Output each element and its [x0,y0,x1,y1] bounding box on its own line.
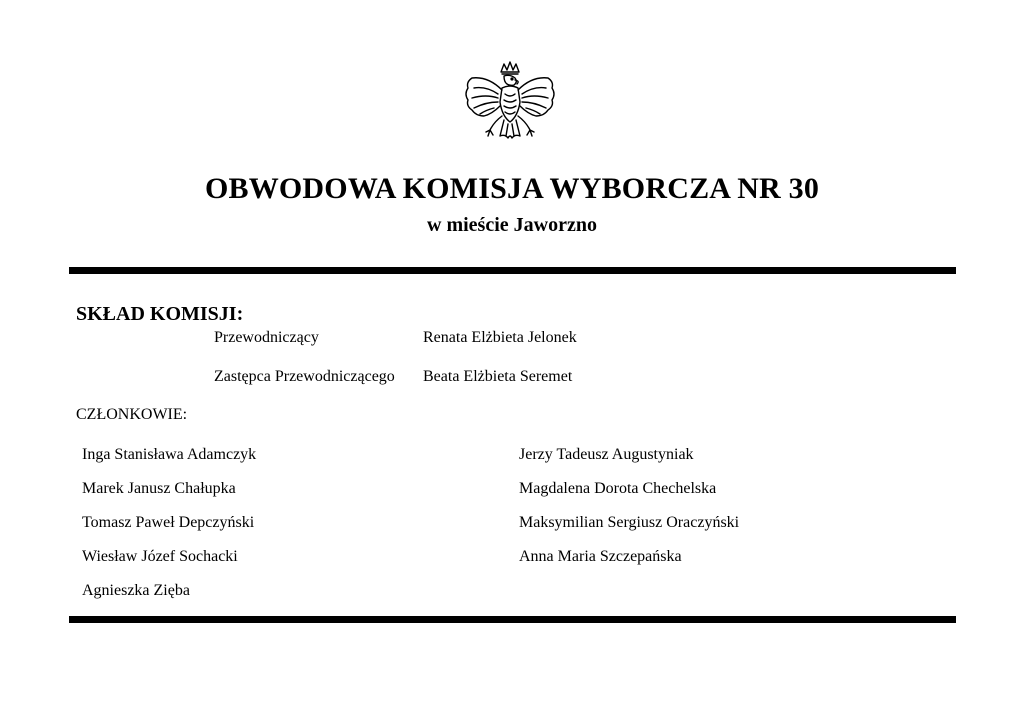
eagle-emblem-icon [458,58,562,162]
member-name: Marek Janusz Chałupka [82,480,236,497]
deputy-role-label: Zastępca Przewodniczącego [214,368,395,385]
member-name: Anna Maria Szczepańska [519,548,682,565]
members-heading: CZŁONKOWIE: [76,406,188,423]
member-name: Agnieszka Zięba [82,582,190,599]
top-divider [69,267,956,274]
composition-heading: SKŁAD KOMISJI: [76,303,244,325]
bottom-divider [69,616,956,623]
commission-title: OBWODOWA KOMISJA WYBORCZA NR 30 [204,172,820,205]
member-name: Jerzy Tadeusz Augustyniak [519,446,694,463]
member-name: Inga Stanisława Adamczyk [82,446,257,463]
commission-subtitle: w mieście Jaworzno [427,214,597,236]
member-name: Tomasz Paweł Depczyński [82,514,255,531]
deputy-name: Beata Elżbieta Seremet [423,368,573,385]
member-name: Maksymilian Sergiusz Oraczyński [519,514,740,531]
member-name: Magdalena Dorota Chechelska [519,480,717,497]
member-name: Wiesław Józef Sochacki [82,548,238,565]
chair-name: Renata Elżbieta Jelonek [423,329,577,346]
chair-role-label: Przewodniczący [214,329,319,346]
